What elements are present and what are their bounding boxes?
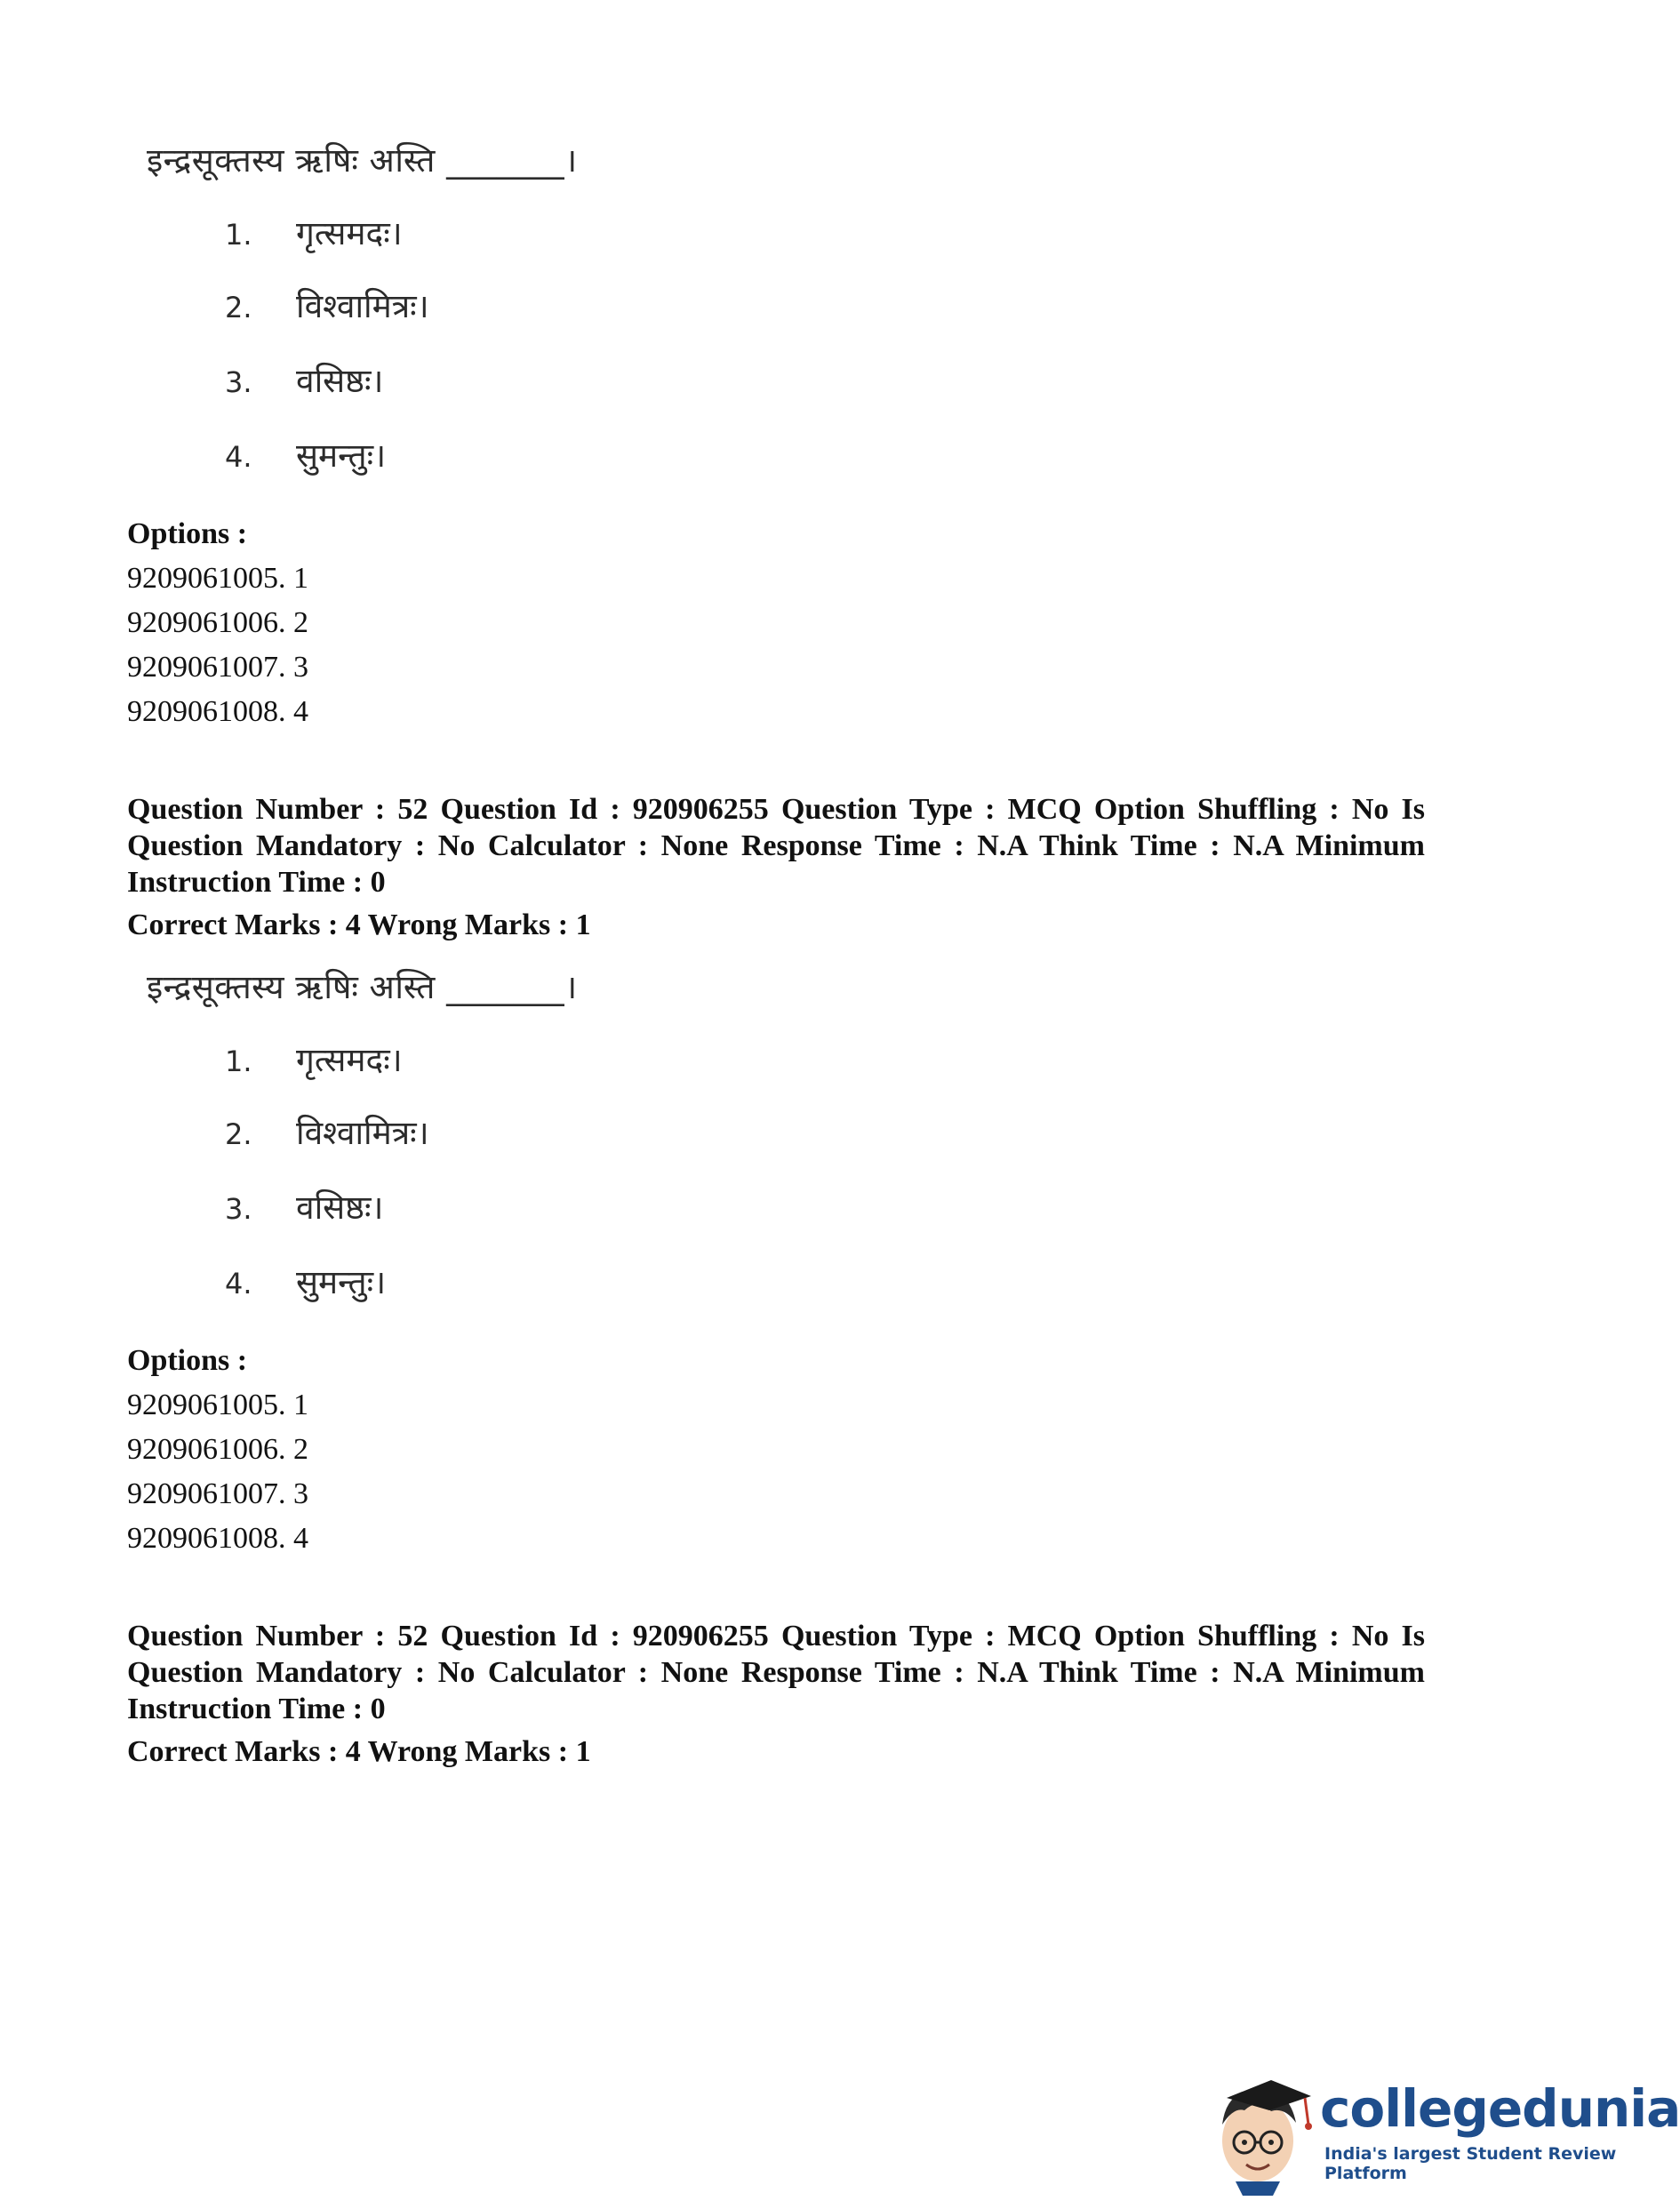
question-choice-4 (225, 431, 386, 476)
question-choice-2 (225, 1109, 429, 1154)
choice-text: वसिष्ठः। (296, 362, 384, 400)
choice-number: 1. (225, 1044, 252, 1078)
option-line: 9209061005. 1 (127, 1389, 308, 1421)
choice-text: गृत्समदः। (296, 1041, 403, 1079)
choice-number: 4. (225, 1267, 252, 1301)
question-choice-1 (225, 209, 403, 254)
choice-text: वसिष्ठः। (296, 1189, 384, 1227)
logo-name: collegedunia (1320, 2078, 1680, 2139)
option-line: 9209061005. 1 (127, 562, 308, 595)
question-marks: Correct Marks : 4 Wrong Marks : 1 (127, 1735, 591, 1768)
choice-number: 3. (225, 365, 252, 399)
option-line: 9209061007. 3 (127, 1477, 308, 1510)
choice-number: 2. (225, 291, 252, 324)
question-stem: इन्द्रसूक्तस्य ऋषिः अस्ति _______। (147, 968, 578, 1006)
logo-tagline: India's largest Student Review Platform (1324, 2144, 1617, 2183)
choice-text: विश्वामित्रः। (296, 1114, 429, 1152)
option-line: 9209061008. 4 (127, 695, 308, 728)
question-marks: Correct Marks : 4 Wrong Marks : 1 (127, 908, 591, 941)
options-title: Options : (127, 1344, 248, 1377)
choice-number: 4. (225, 440, 252, 474)
choice-text: विश्वामित्रः। (296, 287, 429, 325)
question-choice-1 (225, 1036, 403, 1081)
question-choice-3 (225, 356, 383, 402)
collegedunia-logo (1209, 2071, 1680, 2196)
question-choice-2 (225, 282, 429, 327)
question-choice-3 (225, 1183, 383, 1229)
choice-number: 3. (225, 1192, 252, 1226)
question-stem: इन्द्रसूक्तस्य ऋषिः अस्ति _______। (147, 141, 578, 180)
option-line: 9209061006. 2 (127, 1433, 308, 1466)
options-title: Options : (127, 517, 248, 550)
question-choice-4 (225, 1258, 386, 1303)
option-line: 9209061006. 2 (127, 606, 308, 639)
choice-text: सुमन्तुः। (296, 436, 387, 475)
mascot-icon (1209, 2071, 1316, 2196)
question-meta: Question Number : 52 Question Id : 920906255 Question Type : MCQ Option Shuffling : No Is Question Mandatory : No Calculator : None Response Time : N.A Think Time : N.A Minimum Instruction Time : 0 (127, 793, 1425, 899)
choice-number: 2. (225, 1117, 252, 1151)
choice-text: गृत्समदः। (296, 214, 403, 252)
option-line: 9209061007. 3 (127, 651, 308, 684)
choice-number: 1. (225, 218, 252, 252)
question-meta: Question Number : 52 Question Id : 920906255 Question Type : MCQ Option Shuffling : No Is Question Mandatory : No Calculator : None Response Time : N.A Think Time : N.A Minimum Instruction Time : 0 (127, 1620, 1425, 1725)
option-line: 9209061008. 4 (127, 1522, 308, 1555)
choice-text: सुमन्तुः। (296, 1263, 387, 1301)
